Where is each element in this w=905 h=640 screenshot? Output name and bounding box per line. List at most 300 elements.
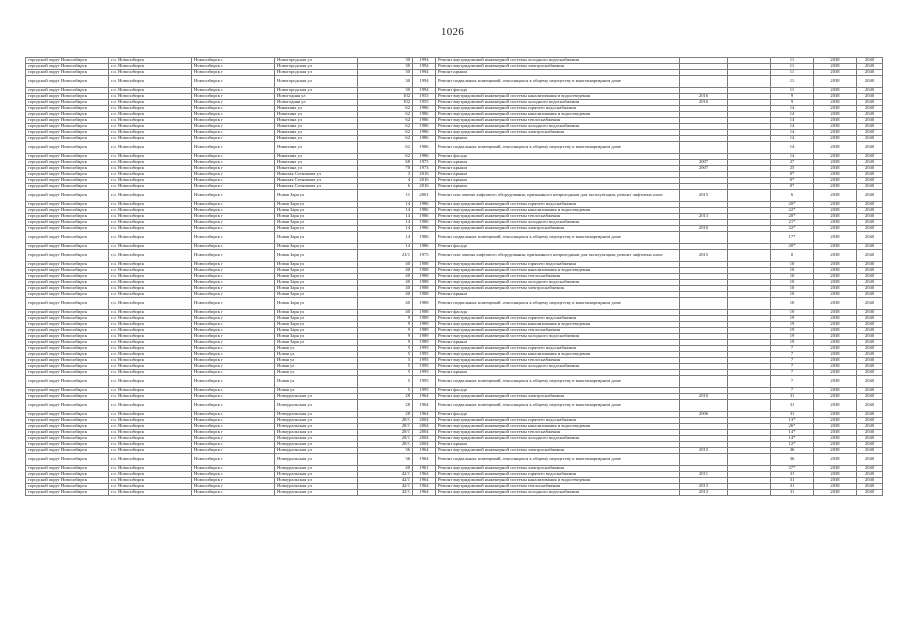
cell-year-built: 1964	[413, 454, 436, 466]
cell-municipality: г.о. Новосибирск	[109, 76, 192, 88]
cell-count: 14	[771, 130, 814, 136]
cell-count: 14*	[771, 430, 814, 436]
cell-house-number: 42/1	[358, 472, 413, 478]
cell-previous-repair-year: 2013	[680, 484, 728, 490]
cell-plan-start-year: 2038	[814, 232, 857, 244]
cell-plan-end-year: 2040	[857, 400, 883, 412]
cell-district: городской округ Новосибирск	[26, 394, 109, 400]
cell-year-built: 1986	[413, 202, 436, 208]
cell-plan-end-year: 2040	[857, 418, 883, 424]
cell-locality: Новосибирск г	[192, 388, 275, 394]
cell-locality: Новосибирск г	[192, 412, 275, 418]
cell-municipality: г.о. Новосибирск	[109, 352, 192, 358]
cell-street: Новая Заря ул	[275, 208, 358, 214]
cell-locality: Новосибирск г	[192, 274, 275, 280]
cell-empty	[728, 142, 771, 154]
cell-year-built: 1994	[413, 58, 436, 64]
cell-year-built: 1988	[413, 292, 436, 298]
cell-count: 10	[771, 274, 814, 280]
cell-count: 19	[771, 328, 814, 334]
cell-plan-end-year: 2040	[857, 346, 883, 352]
cell-house-number: 62	[358, 136, 413, 142]
cell-locality: Новосибирск г	[192, 478, 275, 484]
cell-house-number: 40	[358, 292, 413, 298]
cell-work-type: Ремонт внутридомовой инженерной системы канализования и водоотведения	[436, 208, 680, 214]
cell-work-type: Ремонт крыши	[436, 178, 680, 184]
cell-municipality: г.о. Новосибирск	[109, 346, 192, 352]
cell-locality: Новосибирск г	[192, 292, 275, 298]
cell-municipality: г.о. Новосибирск	[109, 190, 192, 202]
cell-count: 14	[771, 154, 814, 160]
cell-municipality: г.о. Новосибирск	[109, 268, 192, 274]
cell-municipality: г.о. Новосибирск	[109, 244, 192, 250]
cell-street: Николая Сотникова ул	[275, 178, 358, 184]
cell-street: Новая Заря ул	[275, 244, 358, 250]
cell-plan-start-year: 2038	[814, 250, 857, 262]
cell-district: городской округ Новосибирск	[26, 322, 109, 328]
cell-year-built: 1989	[413, 322, 436, 328]
cell-house-number: 30	[358, 64, 413, 70]
cell-count: 0*	[771, 184, 814, 190]
cell-house-number: 30	[358, 70, 413, 76]
cell-plan-start-year: 2038	[814, 262, 857, 268]
cell-count: 19	[771, 316, 814, 322]
cell-plan-end-year: 2040	[857, 160, 883, 166]
cell-district: городской округ Новосибирск	[26, 184, 109, 190]
cell-count: 19	[771, 340, 814, 346]
cell-count: 31	[771, 472, 814, 478]
cell-house-number: 11	[358, 190, 413, 202]
cell-year-built: 1989	[413, 328, 436, 334]
cell-plan-start-year: 2038	[814, 352, 857, 358]
cell-street: Новая Заря ул	[275, 298, 358, 310]
cell-municipality: г.о. Новосибирск	[109, 418, 192, 424]
cell-plan-start-year: 2038	[814, 64, 857, 70]
cell-plan-start-year: 2038	[814, 358, 857, 364]
cell-district: городской округ Новосибирск	[26, 64, 109, 70]
cell-work-type: Ремонт внутридомовой инженерной системы горячего водоснабжения	[436, 316, 680, 322]
cell-count: 6	[771, 190, 814, 202]
cell-year-built: 2016	[413, 172, 436, 178]
cell-count: 14	[771, 106, 814, 112]
cell-count: 20*	[771, 202, 814, 208]
cell-house-number: 70	[358, 166, 413, 172]
cell-year-built: 1986	[413, 208, 436, 214]
cell-year-built: 1986	[413, 142, 436, 154]
cell-house-number: 30	[358, 88, 413, 94]
cell-municipality: г.о. Новосибирск	[109, 412, 192, 418]
cell-locality: Новосибирск г	[192, 430, 275, 436]
cell-work-type: Ремонт внутридомовой инженерной системы электроснабжения	[436, 286, 680, 292]
cell-year-built: 1988	[413, 298, 436, 310]
cell-work-type: Ремонт подвальных помещений, относящихся к общему имуществу в многоквартирном доме	[436, 232, 680, 244]
cell-year-built: 1989	[413, 334, 436, 340]
cell-count: 10	[771, 310, 814, 316]
cell-previous-repair-year	[680, 232, 728, 244]
cell-count: 11	[771, 70, 814, 76]
cell-count: 14	[771, 118, 814, 124]
cell-previous-repair-year	[680, 400, 728, 412]
cell-locality: Новосибирск г	[192, 136, 275, 142]
cell-locality: Новосибирск г	[192, 364, 275, 370]
cell-street: Никитина ул	[275, 166, 358, 172]
cell-district: городской округ Новосибирск	[26, 130, 109, 136]
cell-street: Новая Заря ул	[275, 214, 358, 220]
cell-year-built: 1986	[413, 136, 436, 142]
cell-count: 17*	[771, 232, 814, 244]
cell-district: городской округ Новосибирск	[26, 292, 109, 298]
table-row	[26, 142, 883, 154]
cell-plan-start-year: 2038	[814, 412, 857, 418]
cell-work-type: Ремонт подвальных помещений, относящихся к общему имуществу в многоквартирном доме	[436, 376, 680, 388]
cell-year-built: 1988	[413, 286, 436, 292]
cell-locality: Новосибирск г	[192, 226, 275, 232]
cell-previous-repair-year: 2013	[680, 490, 728, 496]
cell-district: городской округ Новосибирск	[26, 178, 109, 184]
cell-house-number: 102	[358, 100, 413, 106]
cell-street: Новая Заря ул	[275, 262, 358, 268]
cell-district: городской округ Новосибирск	[26, 310, 109, 316]
cell-municipality: г.о. Новосибирск	[109, 454, 192, 466]
cell-count: 20*	[771, 244, 814, 250]
cell-street: Новая Заря ул	[275, 202, 358, 208]
cell-plan-end-year: 2040	[857, 172, 883, 178]
cell-street: Новая Заря ул	[275, 334, 358, 340]
cell-street: Никитина ул	[275, 154, 358, 160]
table-body	[26, 58, 883, 496]
cell-district: городской округ Новосибирск	[26, 424, 109, 430]
cell-street: Новая Заря ул	[275, 250, 358, 262]
cell-plan-start-year: 2038	[814, 376, 857, 388]
cell-previous-repair-year	[680, 298, 728, 310]
cell-year-built: 1964	[413, 484, 436, 490]
cell-plan-start-year: 2038	[814, 454, 857, 466]
cell-previous-repair-year: 2007	[680, 166, 728, 172]
table-row	[26, 190, 883, 202]
cell-district: городской округ Новосибирск	[26, 118, 109, 124]
cell-house-number: 62	[358, 112, 413, 118]
cell-work-type: Ремонт внутридомовой инженерной системы теплоснабжения	[436, 430, 680, 436]
cell-locality: Новосибирск г	[192, 448, 275, 454]
cell-locality: Новосибирск г	[192, 160, 275, 166]
cell-work-type: Ремонт внутридомовой инженерной системы холодного водоснабжения	[436, 364, 680, 370]
cell-year-built: 2004	[413, 436, 436, 442]
cell-work-type: Ремонт внутридомовой инженерной системы электроснабжения	[436, 226, 680, 232]
cell-plan-start-year: 2038	[814, 274, 857, 280]
cell-plan-start-year: 2038	[814, 118, 857, 124]
cell-work-type: Ремонт внутридомовой инженерной системы канализования и водоотведения	[436, 112, 680, 118]
cell-locality: Новосибирск г	[192, 214, 275, 220]
cell-house-number: 40	[358, 268, 413, 274]
cell-previous-repair-year: 2015	[680, 250, 728, 262]
cell-year-built: 1986	[413, 154, 436, 160]
cell-locality: Новосибирск г	[192, 334, 275, 340]
cell-municipality: г.о. Новосибирск	[109, 220, 192, 226]
cell-work-type: Ремонт внутридомовой инженерной системы горячего водоснабжения	[436, 106, 680, 112]
cell-municipality: г.о. Новосибирск	[109, 142, 192, 154]
cell-locality: Новосибирск г	[192, 208, 275, 214]
cell-previous-repair-year: 2015	[680, 190, 728, 202]
cell-house-number: 5	[358, 388, 413, 394]
cell-plan-start-year: 2038	[814, 190, 857, 202]
cell-municipality: г.о. Новосибирск	[109, 232, 192, 244]
cell-district: городской округ Новосибирск	[26, 226, 109, 232]
cell-district: городской округ Новосибирск	[26, 220, 109, 226]
cell-plan-end-year: 2040	[857, 142, 883, 154]
cell-street: Новогородская ул	[275, 88, 358, 94]
cell-municipality: г.о. Новосибирск	[109, 364, 192, 370]
cell-plan-start-year: 2038	[814, 340, 857, 346]
cell-street: Новоуральская ул	[275, 400, 358, 412]
cell-municipality: г.о. Новосибирск	[109, 394, 192, 400]
cell-plan-start-year: 2038	[814, 430, 857, 436]
cell-municipality: г.о. Новосибирск	[109, 130, 192, 136]
cell-street: Новогодняя ул	[275, 94, 358, 100]
cell-district: городской округ Новосибирск	[26, 214, 109, 220]
cell-municipality: г.о. Новосибирск	[109, 424, 192, 430]
cell-count: 7	[771, 352, 814, 358]
cell-street: Новая Заря ул	[275, 292, 358, 298]
cell-plan-end-year: 2040	[857, 442, 883, 448]
cell-house-number: 14	[358, 214, 413, 220]
table-row	[26, 454, 883, 466]
cell-locality: Новосибирск г	[192, 286, 275, 292]
cell-municipality: г.о. Новосибирск	[109, 112, 192, 118]
cell-year-built: 1994	[413, 88, 436, 94]
cell-count: 7	[771, 370, 814, 376]
cell-house-number: 40	[358, 298, 413, 310]
cell-municipality: г.о. Новосибирск	[109, 178, 192, 184]
cell-district: городской округ Новосибирск	[26, 352, 109, 358]
cell-locality: Новосибирск г	[192, 262, 275, 268]
cell-work-type: Ремонт внутридомовой инженерной системы теплоснабжения	[436, 214, 680, 220]
cell-plan-end-year: 2040	[857, 64, 883, 70]
cell-plan-start-year: 2038	[814, 154, 857, 160]
cell-district: городской округ Новосибирск	[26, 280, 109, 286]
cell-street: Новая Заря ул	[275, 280, 358, 286]
cell-year-built: 1964	[413, 490, 436, 496]
cell-plan-start-year: 2038	[814, 286, 857, 292]
cell-house-number: 102	[358, 94, 413, 100]
cell-count: 22*	[771, 208, 814, 214]
cell-district: городской округ Новосибирск	[26, 370, 109, 376]
cell-plan-end-year: 2040	[857, 280, 883, 286]
cell-district: городской округ Новосибирск	[26, 154, 109, 160]
cell-locality: Новосибирск г	[192, 250, 275, 262]
cell-plan-start-year: 2038	[814, 478, 857, 484]
cell-municipality: г.о. Новосибирск	[109, 400, 192, 412]
cell-count: 31	[771, 400, 814, 412]
cell-street: Новоуральская ул	[275, 448, 358, 454]
cell-house-number: 40	[358, 310, 413, 316]
cell-street: Новая Заря ул	[275, 226, 358, 232]
cell-plan-end-year: 2040	[857, 208, 883, 214]
cell-plan-start-year: 2038	[814, 328, 857, 334]
cell-locality: Новосибирск г	[192, 244, 275, 250]
table-row	[26, 400, 883, 412]
cell-house-number: 14	[358, 202, 413, 208]
cell-work-type: Ремонт внутридомовой инженерной системы канализования и водоотведения	[436, 322, 680, 328]
cell-house-number: 42/1	[358, 484, 413, 490]
cell-house-number: 9	[358, 322, 413, 328]
cell-count: 9	[771, 100, 814, 106]
cell-locality: Новосибирск г	[192, 130, 275, 136]
cell-house-number: 40	[358, 466, 413, 472]
cell-municipality: г.о. Новосибирск	[109, 316, 192, 322]
cell-work-type: Ремонт фасада	[436, 310, 680, 316]
cell-house-number: 28/1	[358, 418, 413, 424]
cell-house-number: 14	[358, 244, 413, 250]
cell-plan-start-year: 2038	[814, 388, 857, 394]
cell-plan-end-year: 2040	[857, 430, 883, 436]
cell-plan-start-year: 2038	[814, 178, 857, 184]
cell-district: городской округ Новосибирск	[26, 328, 109, 334]
cell-district: городской округ Новосибирск	[26, 400, 109, 412]
cell-locality: Новосибирск г	[192, 142, 275, 154]
cell-count: 14	[771, 142, 814, 154]
cell-municipality: г.о. Новосибирск	[109, 286, 192, 292]
cell-work-type: Ремонт внутридомовой инженерной системы электроснабжения	[436, 64, 680, 70]
cell-house-number: 23/1	[358, 250, 413, 262]
cell-municipality: г.о. Новосибирск	[109, 124, 192, 130]
cell-work-type: Ремонт внутридомовой инженерной системы горячего водоснабжения	[436, 472, 680, 478]
cell-house-number: 28/1	[358, 436, 413, 442]
cell-house-number: 40	[358, 274, 413, 280]
cell-locality: Новосибирск г	[192, 454, 275, 466]
cell-street: Новогородская ул	[275, 64, 358, 70]
cell-locality: Новосибирск г	[192, 424, 275, 430]
cell-locality: Новосибирск г	[192, 94, 275, 100]
cell-plan-start-year: 2038	[814, 244, 857, 250]
cell-district: городской округ Новосибирск	[26, 160, 109, 166]
cell-work-type: Ремонт внутридомовой инженерной системы теплоснабжения	[436, 358, 680, 364]
cell-plan-end-year: 2040	[857, 358, 883, 364]
cell-district: городской округ Новосибирск	[26, 112, 109, 118]
cell-district: городской округ Новосибирск	[26, 334, 109, 340]
cell-year-built: 1989	[413, 316, 436, 322]
cell-plan-end-year: 2040	[857, 376, 883, 388]
cell-street: Новая ул	[275, 346, 358, 352]
cell-house-number: 42/1	[358, 490, 413, 496]
cell-municipality: г.о. Новосибирск	[109, 106, 192, 112]
cell-previous-repair-year	[680, 76, 728, 88]
cell-plan-start-year: 2038	[814, 346, 857, 352]
cell-work-type: Ремонт подвальных помещений, относящихся к общему имуществу в многоквартирном доме	[436, 298, 680, 310]
cell-municipality: г.о. Новосибирск	[109, 334, 192, 340]
cell-locality: Новосибирск г	[192, 316, 275, 322]
cell-plan-start-year: 2038	[814, 88, 857, 94]
cell-year-built: 1994	[413, 70, 436, 76]
cell-street: Новая ул	[275, 352, 358, 358]
cell-district: городской округ Новосибирск	[26, 340, 109, 346]
cell-plan-end-year: 2040	[857, 412, 883, 418]
cell-previous-repair-year: 2016	[680, 100, 728, 106]
cell-count: 0	[771, 250, 814, 262]
cell-plan-start-year: 2038	[814, 418, 857, 424]
cell-municipality: г.о. Новосибирск	[109, 298, 192, 310]
cell-work-type: Ремонт крыши	[436, 160, 680, 166]
cell-count: 0*	[771, 178, 814, 184]
cell-previous-repair-year: 2016	[680, 94, 728, 100]
cell-plan-start-year: 2038	[814, 208, 857, 214]
cell-house-number: 14	[358, 208, 413, 214]
cell-work-type: Ремонт внутридомовой инженерной системы теплоснабжения	[436, 484, 680, 490]
capital-repair-table	[25, 57, 883, 496]
cell-count: 31	[771, 394, 814, 400]
cell-plan-start-year: 2038	[814, 394, 857, 400]
cell-district: городской округ Новосибирск	[26, 58, 109, 64]
cell-plan-end-year: 2040	[857, 130, 883, 136]
cell-plan-end-year: 2040	[857, 118, 883, 124]
cell-street: Новая Заря ул	[275, 274, 358, 280]
cell-year-built: 1995	[413, 370, 436, 376]
cell-plan-end-year: 2040	[857, 268, 883, 274]
cell-municipality: г.о. Новосибирск	[109, 136, 192, 142]
cell-municipality: г.о. Новосибирск	[109, 88, 192, 94]
cell-district: городской округ Новосибирск	[26, 472, 109, 478]
cell-count: 19	[771, 322, 814, 328]
cell-district: городской округ Новосибирск	[26, 100, 109, 106]
cell-locality: Новосибирск г	[192, 220, 275, 226]
cell-locality: Новосибирск г	[192, 370, 275, 376]
cell-locality: Новосибирск г	[192, 172, 275, 178]
cell-count: 11	[771, 58, 814, 64]
cell-municipality: г.о. Новосибирск	[109, 226, 192, 232]
cell-count: 20*	[771, 214, 814, 220]
cell-previous-repair-year: 2010	[680, 394, 728, 400]
cell-plan-end-year: 2040	[857, 286, 883, 292]
cell-plan-end-year: 2040	[857, 292, 883, 298]
cell-municipality: г.о. Новосибирск	[109, 436, 192, 442]
cell-street: Никитина ул	[275, 130, 358, 136]
cell-locality: Новосибирск г	[192, 184, 275, 190]
cell-count: 25	[771, 166, 814, 172]
cell-locality: Новосибирск г	[192, 190, 275, 202]
cell-count: 37*	[771, 466, 814, 472]
cell-street: Никитина ул	[275, 160, 358, 166]
cell-district: городской округ Новосибирск	[26, 274, 109, 280]
cell-plan-start-year: 2038	[814, 466, 857, 472]
cell-district: городской округ Новосибирск	[26, 358, 109, 364]
cell-plan-start-year: 2038	[814, 166, 857, 172]
cell-work-type: Ремонт внутридомовой инженерной системы холодного водоснабжения	[436, 220, 680, 226]
cell-plan-end-year: 2040	[857, 394, 883, 400]
cell-municipality: г.о. Новосибирск	[109, 94, 192, 100]
cell-plan-end-year: 2040	[857, 220, 883, 226]
cell-plan-end-year: 2040	[857, 310, 883, 316]
cell-year-built: 1995	[413, 352, 436, 358]
cell-locality: Новосибирск г	[192, 298, 275, 310]
cell-work-type: Ремонт крыши	[436, 70, 680, 76]
cell-plan-start-year: 2038	[814, 370, 857, 376]
cell-district: городской округ Новосибирск	[26, 448, 109, 454]
cell-year-built: 1986	[413, 220, 436, 226]
cell-work-type: Ремонт внутридомовой инженерной системы горячего водоснабжения	[436, 346, 680, 352]
cell-work-type: Ремонт внутридомовой инженерной системы электроснабжения	[436, 448, 680, 454]
cell-district: городской округ Новосибирск	[26, 124, 109, 130]
cell-plan-start-year: 2038	[814, 400, 857, 412]
cell-plan-end-year: 2040	[857, 58, 883, 64]
cell-street: Никитина ул	[275, 118, 358, 124]
cell-plan-end-year: 2040	[857, 124, 883, 130]
cell-plan-end-year: 2040	[857, 454, 883, 466]
cell-empty	[728, 298, 771, 310]
cell-locality: Новосибирск г	[192, 166, 275, 172]
cell-empty	[728, 490, 771, 496]
cell-year-built: 1964	[413, 448, 436, 454]
cell-municipality: г.о. Новосибирск	[109, 154, 192, 160]
cell-municipality: г.о. Новосибирск	[109, 184, 192, 190]
